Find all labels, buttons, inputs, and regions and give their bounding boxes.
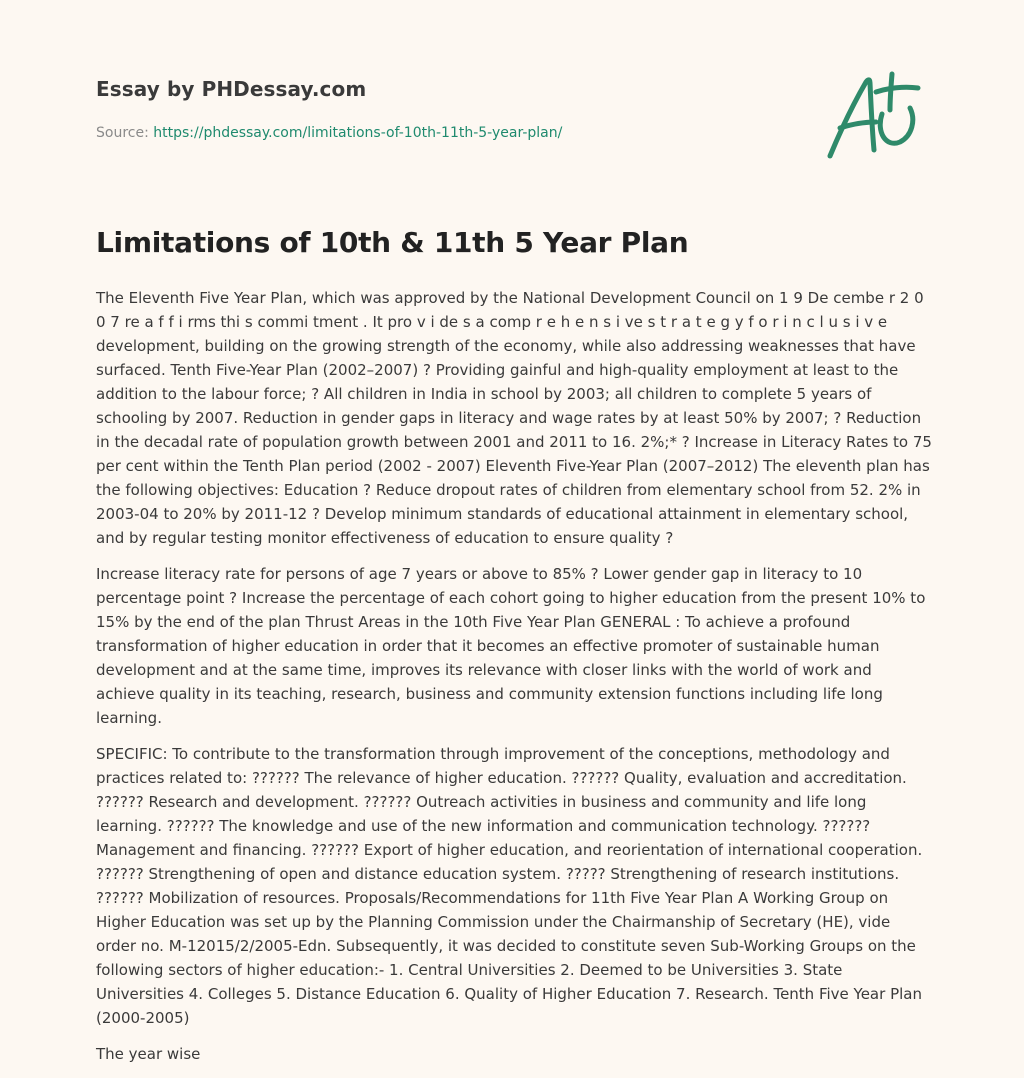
body-paragraph: The year wise — [96, 1045, 201, 1063]
body-paragraph: SPECIFIC: To contribute to the transformation through improvement of the conceptions, methodology and practices related to: ?????? The relevance of higher education. ?????? Quality, evaluation and accreditation. ?????? Research and development. ?????? Outreach activities in business and community and life long learning. ?????? The knowledge and use of the new information and communication technology. ?????? Management and financing. ?????? Export of higher education, and reorientation of international cooperation. ?????? Strengthening of open and distance education system. ????? Strengthening of research institutions. ?????? Mobilization of resources. Proposals/Recommendations for 11th Five Year Plan A Working Group on Higher Education was set up by the Planning Commission under the Chairmanship of Secretary (HE), vide order no. M-12015/2/2005-Edn. Subsequently, it was decided to constitute seven Sub-Working Groups on the following sectors of higher education:- 1. Central Universities 2. Deemed to be Universities 3. State Universities 4. Colleges 5. Distance Education 6. Quality of Higher Education 7. Research. Tenth Five Year Plan (2000-2005) — [96, 745, 923, 1027]
essay-title: Limitations of 10th & 11th 5 Year Plan — [96, 226, 689, 259]
essay-body — [96, 286, 932, 1078]
a-plus-logo-icon — [824, 70, 924, 162]
brand-title: Essay by PHDessay.com — [96, 77, 367, 101]
body-paragraph: Increase literacy rate for persons of age 7 years or above to 85% ? Lower gender gap in literacy to 10 percentage point ? Increase the percentage of each cohort going to higher education from the present 10% to 15% by the end of the plan Thrust Areas in the 10th Five Year Plan GENERAL : To achieve a profound transformation of higher education in order that it becomes an effective promoter of sustainable human development and at the same time, improves its relevance with closer links with the world of work and achieve quality in its teaching, research, business and community extension functions including life long learning. — [96, 565, 926, 727]
source-line — [96, 125, 562, 141]
source-label: Source: — [96, 125, 154, 141]
source-link[interactable]: https://phdessay.com/limitations-of-10th-11th-5-year-plan/ — [153, 125, 563, 141]
body-paragraph: The Eleventh Five Year Plan, which was approved by the National Development Council on 1 9 De cembe r 2 0 0 7 re a f f i rms thi s commi tment . It pro v i de s a comp r e h e n s i ve s t r a t e g y f o r i n c l u s i v e development, building on the growing strength of the economy, while also addressing weaknesses that have surfaced. Tenth Five-Year Plan (2002–2007) ? Providing gainful and high-quality employment at least to the addition to the labour force; ? All children in India in school by 2003; all children to complete 5 years of schooling by 2007. Reduction in gender gaps in literacy and wage rates by at least 50% by 2007; ? Reduction in the decadal rate of population growth between 2001 and 2011 to 16. 2%;* ? Increase in Literacy Rates to 75 per cent within the Tenth Plan period (2002 - 2007) Eleventh Five-Year Plan (2007–2012) The eleventh plan has the following objectives: Education ? Reduce dropout rates of children from elementary school from 52. 2% in 2003-04 to 20% by 2011-12 ? Develop minimum standards of educational attainment in elementary school, and by regular testing monitor effectiveness of education to ensure quality ? — [96, 289, 932, 547]
